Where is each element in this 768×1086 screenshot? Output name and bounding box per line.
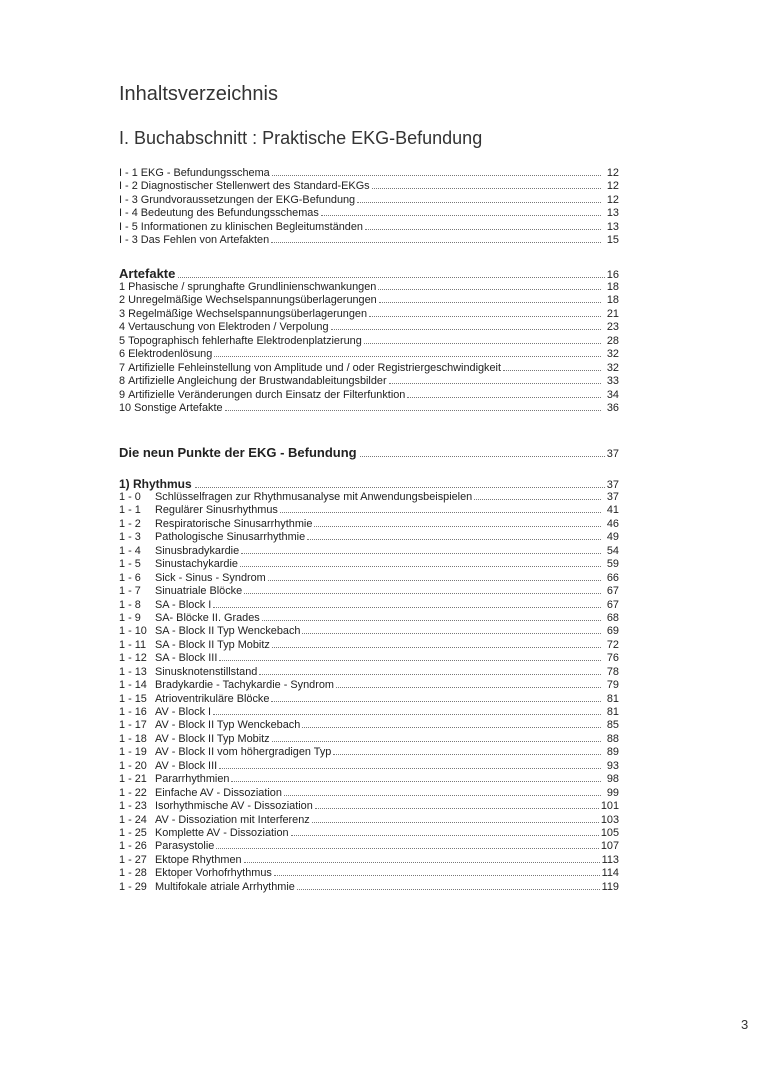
neun-punkte-page: 37 xyxy=(606,448,619,460)
toc-entry[interactable] xyxy=(119,746,619,759)
entry-number: 1 - 17 xyxy=(119,719,147,732)
neun-punkte-toc xyxy=(119,445,619,460)
toc-entry[interactable] xyxy=(119,194,619,207)
toc-entry[interactable] xyxy=(119,308,619,321)
entry-title: SA - Block I xyxy=(155,598,212,611)
entry-title: Pararrhythmien xyxy=(155,773,230,786)
toc-entry[interactable] xyxy=(119,639,619,652)
entry-title: SA- Blöcke II. Grades xyxy=(155,611,260,624)
entry-title: Isorhythmische AV - Dissoziation xyxy=(155,800,313,813)
toc-entry[interactable] xyxy=(119,599,619,612)
entry-title: Ektoper Vorhofrhythmus xyxy=(155,867,272,880)
toc-entry[interactable] xyxy=(119,558,619,571)
entry-page: 37 xyxy=(606,491,619,503)
dot-leader xyxy=(271,701,601,702)
entry-title: Sinusknotenstillstand xyxy=(155,665,258,678)
dot-leader xyxy=(315,808,599,809)
toc-entry[interactable] xyxy=(119,491,619,504)
intro-toc xyxy=(119,167,619,248)
dot-leader xyxy=(241,553,601,554)
rhythmus-toc xyxy=(119,477,619,894)
entry-page: 54 xyxy=(606,544,619,557)
entry-number: 1 - 7 xyxy=(119,585,141,598)
entry-title: Vertauschung von Elektroden / Verpolung xyxy=(128,321,329,334)
entry-page: 32 xyxy=(606,348,619,361)
entry-page: 114 xyxy=(601,867,619,880)
entry-title: Elektrodenlösung xyxy=(128,348,213,361)
entry-page: 13 xyxy=(606,220,619,233)
entry-number: 8 xyxy=(119,375,126,388)
dot-leader xyxy=(333,754,601,755)
entry-page: 34 xyxy=(606,388,619,401)
toc-entry[interactable] xyxy=(119,787,619,800)
dot-leader xyxy=(216,848,599,849)
entry-page: 98 xyxy=(606,773,619,786)
entry-title: Schlüsselfragen zur Rhythmusanalyse mit Anwendungsbeispielen xyxy=(155,491,473,503)
entry-title: Einfache AV - Dissoziation xyxy=(155,786,282,799)
entry-title: Pathologische Sinusarrhythmie xyxy=(155,531,306,544)
toc-entry[interactable] xyxy=(119,348,619,361)
toc-entry[interactable] xyxy=(119,389,619,402)
entry-number: 1 - 19 xyxy=(119,746,147,759)
toc-entry[interactable] xyxy=(119,773,619,786)
entry-title: Artifizielle Veränderungen durch Einsatz der Filterfunktion xyxy=(128,388,406,401)
toc-entry[interactable] xyxy=(119,706,619,719)
entry-page: 12 xyxy=(606,193,619,206)
entry-title: Diagnostischer Stellenwert des Standard-EKGs xyxy=(140,180,370,193)
entry-title: Artifizielle Fehleinstellung von Amplitude und / oder Registriergeschwindigkeit xyxy=(128,361,501,374)
entry-page: 89 xyxy=(606,746,619,759)
artefakte-toc xyxy=(119,266,619,415)
entry-title: Sinuatriale Blöcke xyxy=(155,585,243,598)
toc-entry[interactable] xyxy=(119,375,619,388)
entry-number: 5 xyxy=(119,334,126,347)
neun-punkte-heading-row[interactable] xyxy=(119,445,619,460)
entry-number: 1 - 15 xyxy=(119,692,147,705)
entry-page: 99 xyxy=(606,786,619,799)
entry-number: I - 3 xyxy=(119,234,138,247)
toc-entry[interactable] xyxy=(119,585,619,598)
dot-leader xyxy=(503,370,601,371)
entry-page: 107 xyxy=(600,840,619,853)
entry-page: 119 xyxy=(601,880,619,893)
entry-title: Unregelmäßige Wechselspannungsüberlagerungen xyxy=(128,294,377,307)
entry-title: Sinustachykardie xyxy=(155,558,238,571)
entry-title: Topographisch fehlerhafte Elektrodenplatzierung xyxy=(128,334,362,347)
neun-punkte-heading: Die neun Punkte der EKG - Befundung xyxy=(119,445,357,460)
dot-leader xyxy=(297,889,600,890)
entry-title: Artifizielle Angleichung der Brustwandableitungsbilder xyxy=(128,375,387,388)
entry-page: 49 xyxy=(606,531,619,544)
dot-leader xyxy=(280,512,601,513)
entry-title: Multifokale atriale Arrhythmie xyxy=(155,880,295,893)
entry-title: SA - Block II Typ Mobitz xyxy=(155,638,270,651)
rhythmus-heading-row[interactable] xyxy=(119,477,619,491)
entry-number: I - 4 xyxy=(119,207,138,220)
entry-page: 76 xyxy=(606,652,619,665)
toc-entry[interactable] xyxy=(119,207,619,220)
toc-entry[interactable] xyxy=(119,867,619,880)
entry-page: 32 xyxy=(606,361,619,374)
toc-entry[interactable] xyxy=(119,760,619,773)
entry-number: 2 xyxy=(119,294,126,307)
toc-entry[interactable] xyxy=(119,221,619,234)
dot-leader xyxy=(231,781,601,782)
entry-number: 9 xyxy=(119,388,126,401)
dot-leader xyxy=(271,242,601,243)
entry-title: AV - Block II Typ Wenckebach xyxy=(155,719,301,732)
dot-leader xyxy=(364,343,601,344)
dot-leader xyxy=(379,302,601,303)
dot-leader xyxy=(262,620,601,621)
toc-entry[interactable] xyxy=(119,881,619,894)
toc-entry[interactable] xyxy=(119,180,619,193)
entry-page: 85 xyxy=(606,719,619,732)
entry-page: 12 xyxy=(606,167,619,179)
dot-leader xyxy=(314,526,601,527)
toc-entry[interactable] xyxy=(119,612,619,625)
toc-entry[interactable] xyxy=(119,840,619,853)
entry-page: 46 xyxy=(606,517,619,530)
dot-leader xyxy=(357,202,601,203)
entry-number: 1 - 16 xyxy=(119,706,147,718)
entry-number: 7 xyxy=(119,361,126,374)
dot-leader xyxy=(312,822,599,823)
toc-entry[interactable] xyxy=(119,572,619,585)
entry-number: 1 - 25 xyxy=(119,826,147,839)
entry-page: 67 xyxy=(606,598,619,611)
toc-entry[interactable] xyxy=(119,281,619,294)
entry-number: I - 5 xyxy=(119,220,138,233)
entry-page: 79 xyxy=(606,679,619,692)
dot-leader xyxy=(219,768,601,769)
dot-leader xyxy=(195,487,605,488)
entry-number: 3 xyxy=(119,307,126,320)
entry-page: 21 xyxy=(606,307,619,320)
toc-entry[interactable] xyxy=(119,531,619,544)
dot-leader xyxy=(336,687,601,688)
entry-title: Phasische / sprunghafte Grundlinienschwankungen xyxy=(128,281,377,293)
dot-leader xyxy=(274,875,600,876)
entry-title: AV - Block III xyxy=(155,759,218,772)
toc-entry[interactable] xyxy=(119,625,619,638)
dot-leader xyxy=(372,188,601,189)
entry-page: 81 xyxy=(606,692,619,705)
toc-entry[interactable] xyxy=(119,335,619,348)
entry-number: 1 - 23 xyxy=(119,800,147,813)
entry-number: 1 - 14 xyxy=(119,679,147,692)
entry-number: 1 - 0 xyxy=(119,491,141,503)
entry-title: Sick - Sinus - Syndrom xyxy=(155,571,266,584)
entry-title: SA - Block III xyxy=(155,652,218,665)
entry-page: 67 xyxy=(606,585,619,598)
dot-leader xyxy=(272,741,601,742)
dot-leader xyxy=(225,410,601,411)
entry-title: Bradykardie - Tachykardie - Syndrom xyxy=(155,679,334,692)
artefakte-page: 16 xyxy=(606,269,619,281)
dot-leader xyxy=(302,727,601,728)
dot-leader xyxy=(474,499,601,500)
entry-page: 23 xyxy=(606,321,619,334)
toc-entry[interactable] xyxy=(119,321,619,334)
entry-number: 1 - 1 xyxy=(119,504,141,517)
entry-number: I - 1 xyxy=(119,167,138,179)
entry-title: Sinusbradykardie xyxy=(155,544,240,557)
dot-leader xyxy=(213,607,601,608)
rhythmus-entry-list xyxy=(119,491,619,894)
toc-entry[interactable] xyxy=(119,362,619,375)
dot-leader xyxy=(219,660,601,661)
toc-entry[interactable] xyxy=(119,800,619,813)
entry-number: 1 - 21 xyxy=(119,773,147,786)
toc-entry[interactable] xyxy=(119,719,619,732)
entry-number: 1 - 3 xyxy=(119,531,141,544)
artefakte-heading-row[interactable] xyxy=(119,266,619,281)
toc-entry[interactable] xyxy=(119,693,619,706)
page-number: 3 xyxy=(741,1017,749,1032)
entry-title: AV - Block II Typ Mobitz xyxy=(155,732,270,745)
entry-number: 1 - 8 xyxy=(119,598,141,611)
toc-entry[interactable] xyxy=(119,854,619,867)
entry-number: 6 xyxy=(119,348,126,361)
dot-leader xyxy=(378,289,601,290)
entry-page: 72 xyxy=(606,638,619,651)
entry-page: 68 xyxy=(606,611,619,624)
artefakte-heading: Artefakte xyxy=(119,266,176,281)
dot-leader xyxy=(389,383,601,384)
entry-number: 4 xyxy=(119,321,126,334)
dot-leader xyxy=(291,835,599,836)
entry-number: 1 - 2 xyxy=(119,517,141,530)
entry-title: Ektope Rhythmen xyxy=(155,853,242,866)
entry-page: 88 xyxy=(606,732,619,745)
entry-number: 1 - 29 xyxy=(119,880,147,893)
entry-number: 1 - 18 xyxy=(119,732,147,745)
dot-leader xyxy=(244,593,601,594)
entry-number: 1 - 26 xyxy=(119,840,147,853)
entry-number: 1 - 6 xyxy=(119,571,141,584)
entry-title: Regelmäßige Wechselspannungsüberlagerungen xyxy=(128,307,368,320)
dot-leader xyxy=(244,862,600,863)
entry-title: Atrioventrikuläre Blöcke xyxy=(155,692,270,705)
dot-leader xyxy=(259,674,601,675)
entry-page: 18 xyxy=(606,294,619,307)
entry-title: AV - Dissoziation mit Interferenz xyxy=(155,813,310,826)
intro-entry-list xyxy=(119,167,619,248)
entry-page: 13 xyxy=(606,207,619,220)
entry-number: 1 - 28 xyxy=(119,867,147,880)
toc-entry[interactable] xyxy=(119,679,619,692)
section-title: I. Buchabschnitt : Praktische EKG-Befundung xyxy=(119,128,483,148)
dot-leader xyxy=(407,397,601,398)
dot-leader xyxy=(268,580,601,581)
entry-number: 1 - 12 xyxy=(119,652,147,665)
entry-number: 1 - 24 xyxy=(119,813,147,826)
dot-leader xyxy=(214,356,601,357)
entry-number: I - 2 xyxy=(119,180,138,193)
entry-page: 69 xyxy=(606,625,619,638)
entry-title: EKG - Befundungsschema xyxy=(140,167,270,179)
dot-leader xyxy=(213,714,601,715)
dot-leader xyxy=(272,175,601,176)
entry-page: 41 xyxy=(606,504,619,517)
entry-title: Bedeutung des Befundungsschemas xyxy=(140,207,319,220)
toc-entry[interactable] xyxy=(119,814,619,827)
entry-number: 1 - 5 xyxy=(119,558,141,571)
entry-page: 103 xyxy=(600,813,619,826)
dot-leader xyxy=(360,456,605,457)
dot-leader xyxy=(365,229,601,230)
entry-page: 15 xyxy=(606,234,619,247)
toc-entry[interactable] xyxy=(119,504,619,517)
toc-entry[interactable] xyxy=(119,234,619,247)
entry-title: AV - Block I xyxy=(155,706,212,718)
dot-leader xyxy=(302,633,601,634)
entry-number: 10 xyxy=(119,401,132,414)
entry-number: 1 - 20 xyxy=(119,759,147,772)
entry-page: 105 xyxy=(600,826,619,839)
dot-leader xyxy=(272,647,601,648)
entry-title: Regulärer Sinusrhythmus xyxy=(155,504,278,517)
entry-number: 1 - 27 xyxy=(119,853,147,866)
entry-page: 66 xyxy=(606,571,619,584)
entry-page: 93 xyxy=(606,759,619,772)
dot-leader xyxy=(284,795,601,796)
dot-leader xyxy=(369,316,601,317)
entry-number: 1 - 4 xyxy=(119,544,141,557)
entry-title: Grundvoraussetzungen der EKG-Befundung xyxy=(140,193,356,206)
toc-entry[interactable] xyxy=(119,733,619,746)
toc-entry[interactable] xyxy=(119,294,619,307)
entry-page: 28 xyxy=(606,334,619,347)
page-title: Inhaltsverzeichnis xyxy=(119,83,278,105)
entry-page: 59 xyxy=(606,558,619,571)
toc-entry[interactable] xyxy=(119,666,619,679)
entry-page: 78 xyxy=(606,665,619,678)
toc-entry[interactable] xyxy=(119,545,619,558)
entry-page: 36 xyxy=(606,401,619,414)
rhythmus-page: 37 xyxy=(606,479,619,491)
toc-entry[interactable] xyxy=(119,827,619,840)
entry-title: Parasystolie xyxy=(155,840,215,853)
dot-leader xyxy=(307,539,601,540)
entry-number: 1 - 11 xyxy=(119,638,147,651)
toc-entry[interactable] xyxy=(119,402,619,415)
dot-leader xyxy=(178,277,604,278)
entry-number: 1 - 13 xyxy=(119,665,147,678)
toc-entry[interactable] xyxy=(119,518,619,531)
entry-page: 33 xyxy=(606,375,619,388)
entry-page: 81 xyxy=(606,706,619,718)
entry-page: 18 xyxy=(606,281,619,293)
entry-title: Komplette AV - Dissoziation xyxy=(155,826,289,839)
entry-title: Respiratorische Sinusarrhythmie xyxy=(155,517,313,530)
entry-page: 12 xyxy=(606,180,619,193)
entry-page: 101 xyxy=(600,800,619,813)
entry-number: 1 - 22 xyxy=(119,786,147,799)
dot-leader xyxy=(331,329,601,330)
rhythmus-heading: 1) Rhythmus xyxy=(119,477,192,491)
entry-title: Das Fehlen von Artefakten xyxy=(140,234,270,247)
entry-number: 1 - 10 xyxy=(119,625,147,638)
entry-number: 1 - 9 xyxy=(119,611,141,624)
toc-entry[interactable] xyxy=(119,167,619,180)
entry-title: AV - Block II vom höhergradigen Typ xyxy=(155,746,332,759)
toc-entry[interactable] xyxy=(119,652,619,665)
entry-title: Sonstige Artefakte xyxy=(134,401,223,414)
dot-leader xyxy=(240,566,601,567)
entry-number: I - 3 xyxy=(119,193,138,206)
entry-number: 1 xyxy=(119,281,126,293)
artefakte-entry-list xyxy=(119,281,619,415)
entry-page: 113 xyxy=(601,853,619,866)
entry-title: SA - Block II Typ Wenckebach xyxy=(155,625,301,638)
entry-title: Informationen zu klinischen Begleitumständen xyxy=(140,220,363,233)
dot-leader xyxy=(321,215,601,216)
